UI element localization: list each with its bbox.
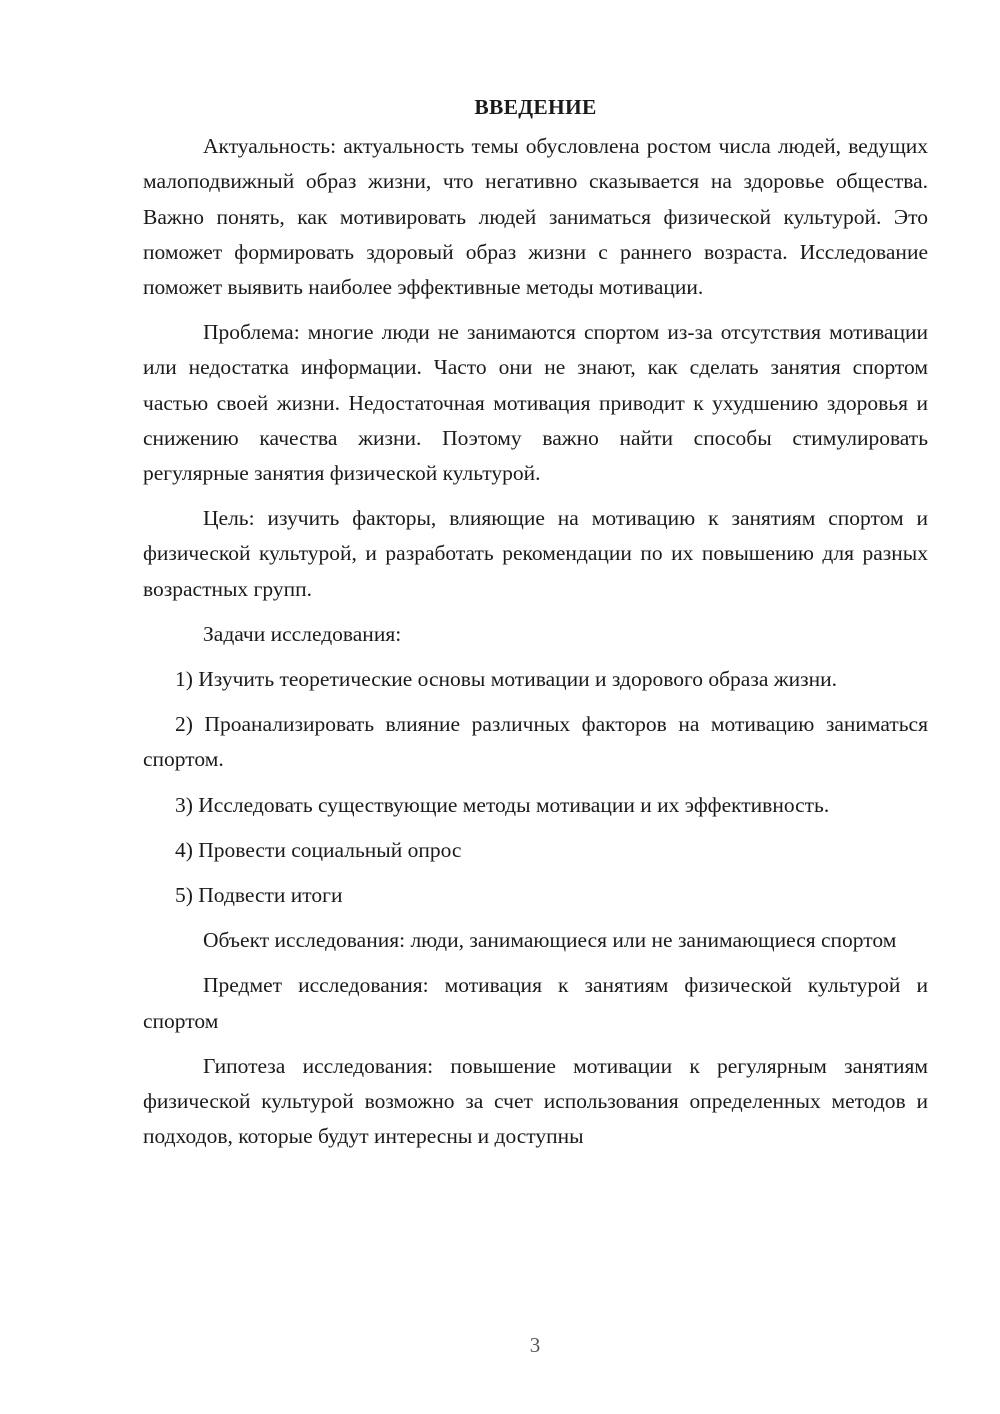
goal-paragraph: Цель: изучить факторы, влияющие на мотивацию к занятиям спортом и физической культурой, и разработать рекомендации по их повышению для разных возрастных групп.: [143, 506, 928, 601]
page-number: 3: [529, 1333, 541, 1357]
task-item: 3) Исследовать существующие методы мотивации и их эффективность.: [175, 792, 830, 817]
task-item: 5) Подвести итоги: [175, 883, 343, 908]
section-title: ВВЕДЕНИЕ: [474, 95, 597, 119]
relevance-paragraph: Актуальность: актуальность темы обусловлена ростом числа людей, ведущих малоподвижный образ жизни, что негативно сказывается на здоровье общества. Важно понять, как мотивировать людей заниматься физической культурой. Это поможет формировать здоровый образ жизни с раннего возраста. Исследование поможет выявить наиболее эффективные методы мотивации.: [143, 134, 928, 300]
task-item: 2) Проанализировать влияние различных факторов на мотивацию заниматься спортом.: [143, 712, 928, 772]
tasks-heading: Задачи исследования:: [203, 621, 402, 646]
problem-paragraph: Проблема: многие люди не занимаются спортом из-за отсутствия мотивации или недостатка информации. Часто они не знают, как сделать занятия спортом частью своей жизни. Недостаточная мотивация приводит к ухудшению здоровья и снижению качества жизни. Поэтому важно найти способы стимулировать регулярные занятия физической культурой.: [143, 320, 928, 486]
hypothesis-paragraph: Гипотеза исследования: повышение мотивации к регулярным занятиям физической культурой возможно за счет использования определенных методов и подходов, которые будут интересны и доступны: [143, 1053, 928, 1149]
document-body: [143, 90, 928, 1164]
subject-paragraph: Предмет исследования: мотивация к занятиям физической культурой и спортом: [143, 973, 928, 1033]
task-item: 4) Провести социальный опрос: [175, 837, 462, 862]
object-paragraph: Объект исследования: люди, занимающиеся или не занимающиеся спортом: [203, 928, 897, 953]
task-item: 1) Изучить теоретические основы мотивации и здорового образа жизни.: [175, 667, 837, 692]
